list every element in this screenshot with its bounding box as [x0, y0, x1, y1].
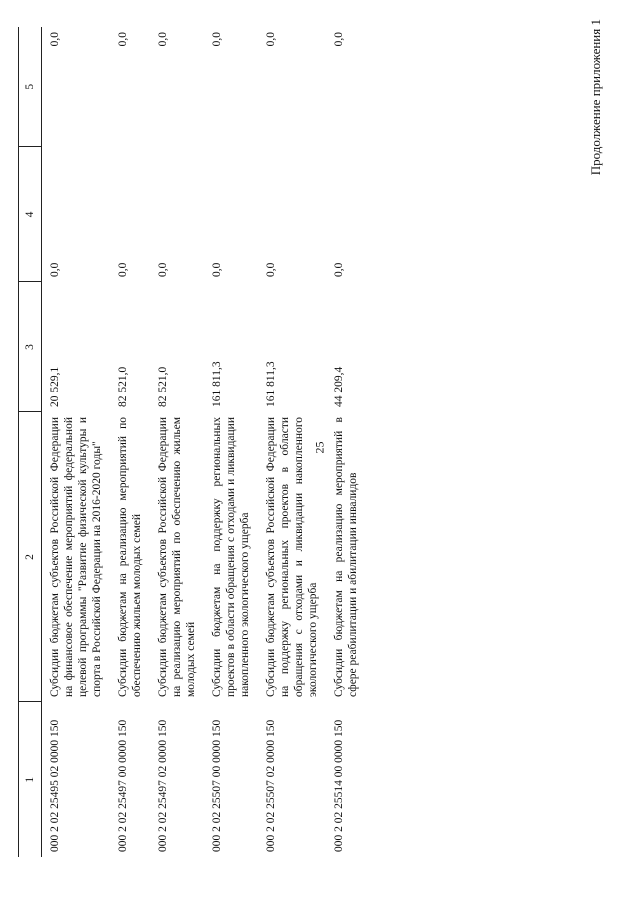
table-row — [258, 27, 326, 857]
amount-col4: 0,0 — [265, 262, 278, 277]
income-name: Субсидии бюджетам на реализацию мероприятий в сфере реабилитации и абилитации инвалидов — [333, 417, 360, 697]
header-col-4: 4 — [19, 147, 42, 282]
amount-col3: 161 811,3 — [265, 361, 278, 407]
amount-col5: 0,0 — [49, 32, 62, 47]
income-name: Субсидии бюджетам субъектов Российской Федерации на финансовое обеспечение мероприятий федеральной целевой программы "Развитие физической культуры и спорта в Российской Федерации на 2016-2020 годы" — [49, 417, 104, 697]
table-row — [326, 27, 366, 857]
amount-col5: 0,0 — [333, 32, 346, 47]
table-row — [204, 27, 258, 857]
budget-code: 000 2 02 25514 00 0000 150 — [333, 719, 346, 852]
income-name: Субсидии бюджетам субъектов Российской Федерации на реализацию мероприятий по обеспечению жильем молодых семей — [157, 417, 198, 697]
amount-col5: 0,0 — [265, 32, 278, 47]
amount-col5: 0,0 — [211, 32, 224, 47]
table-header-row — [19, 27, 42, 857]
income-name: Субсидии бюджетам субъектов Российской Федерации на поддержку региональных проектов в области обращения с отходами и ликвидации накопленного экологического ущерба — [265, 417, 320, 697]
continuation-caption: Продолжение приложения 1 — [588, 19, 603, 176]
table-row — [110, 27, 150, 857]
header-col-1: 1 — [19, 702, 42, 857]
amount-col4: 0,0 — [211, 262, 224, 277]
budget-code: 000 2 02 25497 02 0000 150 — [157, 719, 170, 852]
amount-col4: 0,0 — [157, 262, 170, 277]
amount-col3: 82 521,0 — [157, 366, 170, 407]
header-col-5: 5 — [19, 27, 42, 147]
budget-code: 000 2 02 25507 02 0000 150 — [265, 719, 278, 852]
amount-col3: 44 209,4 — [333, 366, 346, 407]
income-name: Субсидии бюджетам на реализацию мероприятий по обеспечению жильем молодых семей — [117, 417, 144, 697]
amount-col5: 0,0 — [157, 32, 170, 47]
budget-code: 000 2 02 25507 00 0000 150 — [211, 719, 224, 852]
amount-col4: 0,0 — [117, 262, 130, 277]
amount-col3: 20 529,1 — [49, 366, 62, 407]
income-name: Субсидии бюджетам на поддержку региональных проектов в области обращения с отходами и ликвидации накопленного экологического ущерба — [211, 417, 252, 697]
budget-code: 000 2 02 25495 02 0000 150 — [49, 719, 62, 852]
amount-col4: 0,0 — [49, 262, 62, 277]
page-number: 25 — [312, 441, 327, 454]
header-col-3: 3 — [19, 282, 42, 412]
amount-col3: 161 811,3 — [211, 361, 224, 407]
amount-col4: 0,0 — [333, 262, 346, 277]
appendix-table — [18, 27, 366, 857]
header-col-2: 2 — [19, 412, 42, 702]
table-row — [150, 27, 204, 857]
table-row — [42, 27, 111, 857]
budget-code: 000 2 02 25497 00 0000 150 — [117, 719, 130, 852]
amount-col5: 0,0 — [117, 32, 130, 47]
amount-col3: 82 521,0 — [117, 366, 130, 407]
